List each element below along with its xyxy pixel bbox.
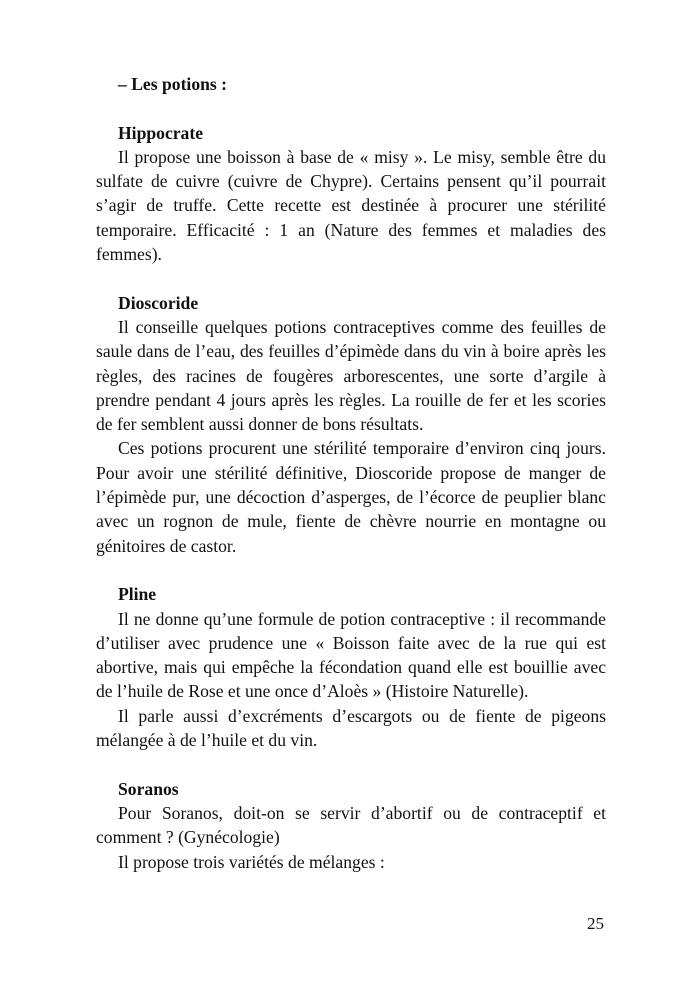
paragraph-dioscoride-1: Il conseille quelques potions contraceptives comme des feuilles de saule dans de l’eau, des feuilles d’épimède dans du vin à boire après les règles, des racines de fougères arborescentes, une sorte d’argile à prendre pendant 4 jours après les règles. La rouille de fer et les scories de fer semblent aussi donner de bons résultats. — [96, 316, 606, 435]
paragraph-pline-2: Il parle aussi d’excréments d’escargots ou de fiente de pigeons mélangée à de l’huile et du vin. — [96, 705, 606, 751]
heading-hippocrate: Hippocrate — [118, 122, 204, 143]
paragraph-pline-1: Il ne donne qu’une formule de potion contraceptive : il recommande d’utiliser avec prudence une « Boisson faite avec de la rue qui est abortive, mais qui empêche la fécondation quand elle est bouillie avec de l’huile de Rose et une once d’Aloès » (Histoire Naturelle). — [96, 608, 606, 702]
heading-dioscoride: Dioscoride — [118, 292, 199, 313]
section-title: – Les potions : — [118, 74, 227, 94]
heading-soranos: Soranos — [118, 778, 179, 799]
spacer — [96, 752, 606, 776]
spacer — [96, 266, 606, 290]
paragraph-soranos-1: Pour Soranos, doit-on se servir d’abortif ou de contraceptif et comment ? (Gynécologie) — [96, 802, 606, 848]
heading-pline: Pline — [118, 584, 157, 605]
paragraph-dioscoride-2: Ces potions procurent une stérilité temporaire d’environ cinq jours. Pour avoir une stérilité définitive, Dioscoride propose de manger de l’épimède pur, une décoction d’asperges, de l’écorce de peuplier blanc avec un rognon de mule, fiente de chèvre nourrie en montagne ou génitoires de castor. — [96, 438, 606, 556]
page-body — [96, 72, 606, 874]
paragraph-soranos-2: Il propose trois variétés de mélanges : — [118, 851, 385, 872]
paragraph-hippocrate-1: Il propose une boisson à base de « misy ». Le misy, semble être du sulfate de cuivre (cuivre de Chypre). Certains pensent qu’il pourrait s’agir de truffe. Cette recette est destinée à procurer une stérilité temporaire. Efficacité : 1 an (Nature des femmes et maladies des femmes). — [96, 146, 606, 265]
spacer — [96, 96, 606, 120]
page-number: 25 — [587, 914, 604, 933]
spacer — [96, 558, 606, 582]
